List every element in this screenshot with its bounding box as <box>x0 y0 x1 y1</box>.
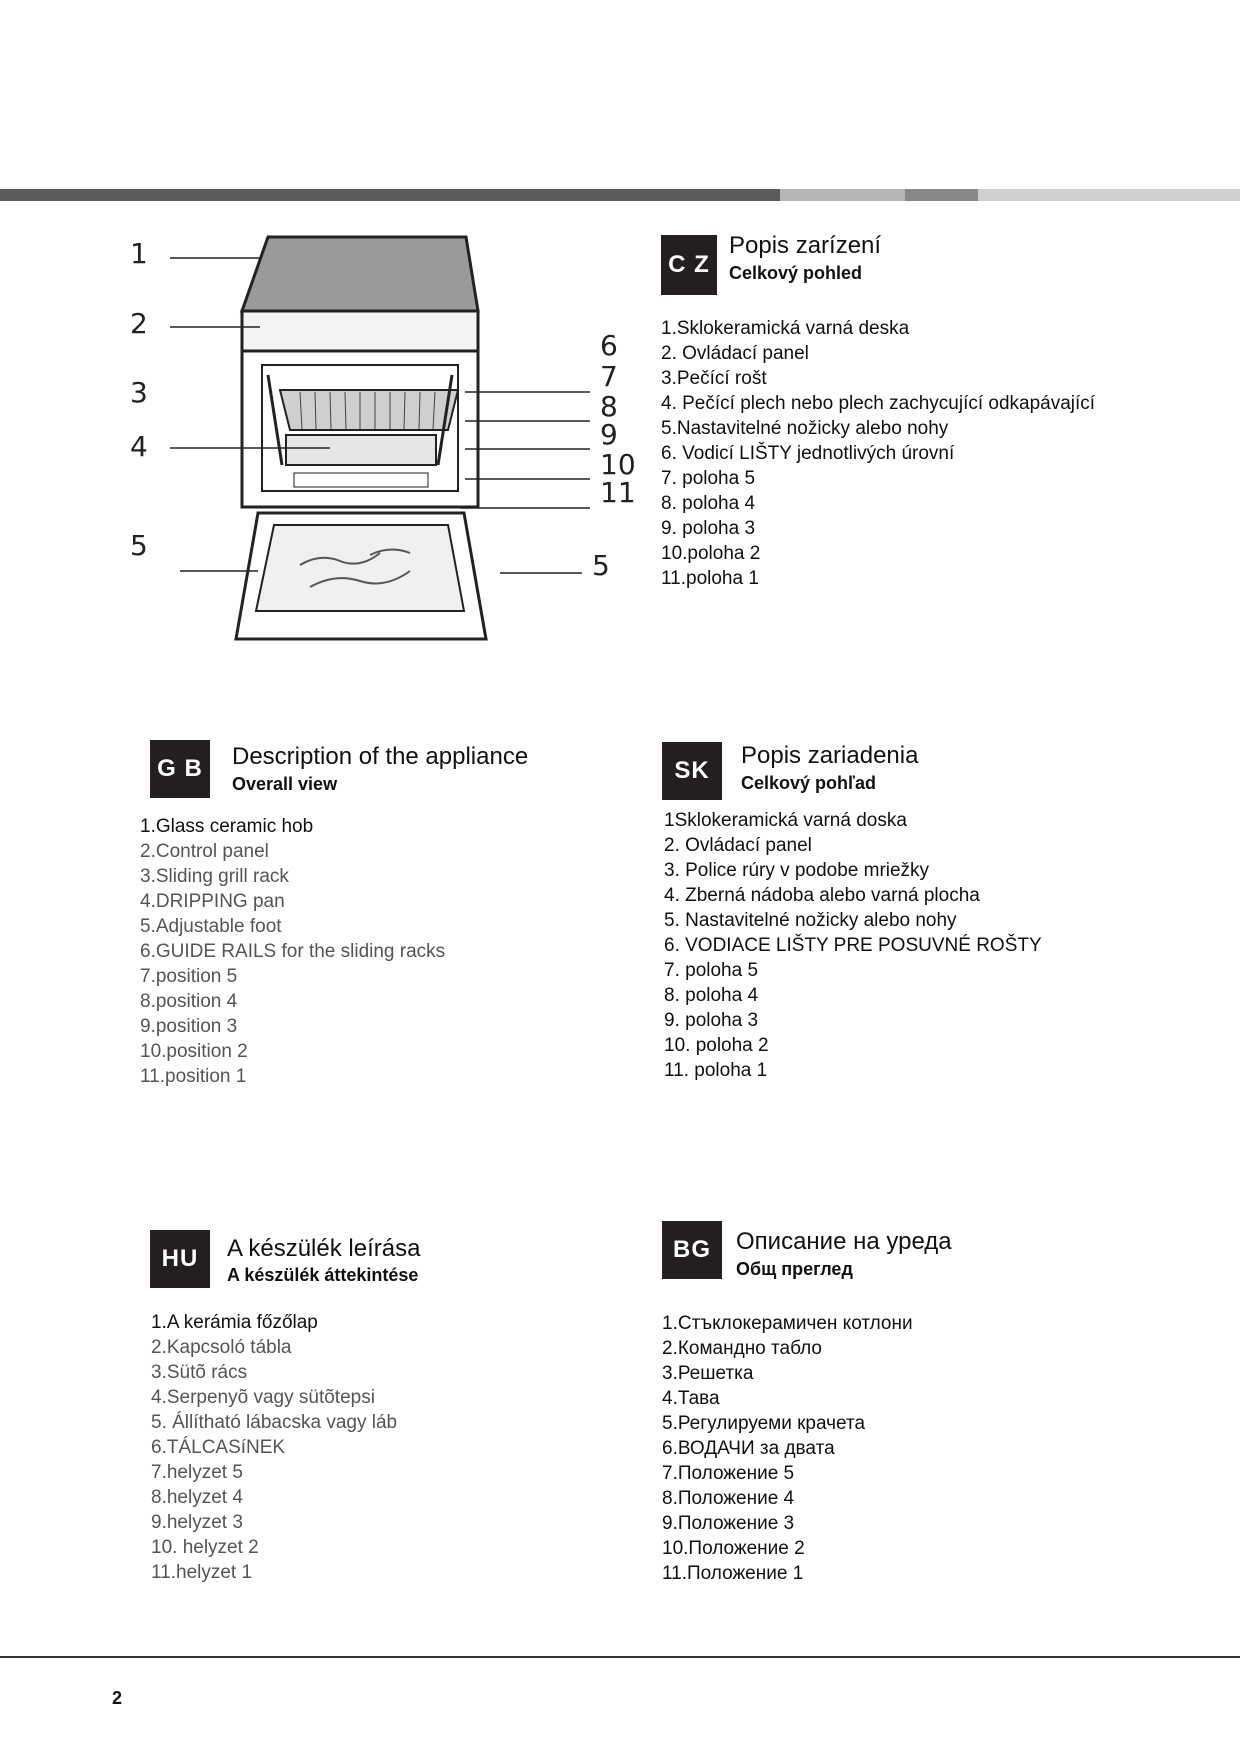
list-item: 9.Положение 3 <box>662 1513 795 1534</box>
gb-title: Description of the appliance <box>232 743 529 770</box>
list-item: 9. poloha 3 <box>661 518 756 539</box>
footer-divider <box>0 1656 1240 1658</box>
list-item: 9. poloha 3 <box>664 1010 759 1031</box>
label-11: 11 <box>600 476 636 509</box>
list-item: 10.poloha 2 <box>661 543 761 564</box>
list-item: 1.Glass ceramic hob <box>140 816 314 837</box>
sk-title: Popis zariadenia <box>741 742 919 769</box>
list-item: 10.Положение 2 <box>662 1538 805 1559</box>
list-item: 5.Nastavitelné nožicky alebo nohy <box>661 418 949 439</box>
label-8: 8 <box>600 390 618 423</box>
label-9: 9 <box>600 418 618 451</box>
list-item: 7. poloha 5 <box>661 468 756 489</box>
label-5-right: 5 <box>592 549 610 582</box>
list-item: 8.Положение 4 <box>662 1488 795 1509</box>
list-item: 4.Serpenyõ vagy sütõtepsi <box>151 1387 375 1408</box>
label-1: 1 <box>130 237 148 270</box>
list-item: 1.Стъклокерамичен котлони <box>662 1313 913 1334</box>
list-item: 1.Sklokeramická varná deska <box>661 318 910 339</box>
label-2: 2 <box>130 307 148 340</box>
sk-parts-list <box>664 808 1042 1083</box>
list-item: 3.Sütõ rács <box>151 1362 248 1383</box>
language-badge-bg: BG <box>662 1221 722 1279</box>
list-item: 9.position 3 <box>140 1016 238 1037</box>
list-item: 3. Police rúry v podobe mriežky <box>664 860 930 881</box>
list-item: 5. Nastavitelné nožicky alebo nohy <box>664 910 957 931</box>
bg-parts-list <box>662 1311 913 1586</box>
list-item: 11.position 1 <box>140 1066 247 1087</box>
sk-subtitle: Celkový pohľad <box>741 773 876 793</box>
list-item: 2.Командно табло <box>662 1338 822 1359</box>
top-color-bar <box>0 189 1240 201</box>
list-item: 2. Ovládací panel <box>664 835 812 856</box>
list-item: 7.helyzet 5 <box>151 1462 243 1483</box>
language-badge-gb: G B <box>150 740 210 798</box>
list-item: 7.Положение 5 <box>662 1463 795 1484</box>
list-item: 6.TÁLCASíNEK <box>151 1437 286 1458</box>
cz-title: Popis zarízení <box>729 232 882 259</box>
list-item: 3.Pečící rošt <box>661 368 767 389</box>
list-item: 3.Решетка <box>662 1363 754 1384</box>
gb-subtitle: Overall view <box>232 774 338 794</box>
list-item: 7. poloha 5 <box>664 960 759 981</box>
list-item: 10. helyzet 2 <box>151 1537 259 1558</box>
list-item: 3.Sliding grill rack <box>140 866 289 887</box>
bg-title: Описание на уреда <box>736 1228 952 1255</box>
list-item: 5. Állítható lábacska vagy láb <box>151 1412 398 1433</box>
list-item: 6.ВОДАЧИ за двата <box>662 1438 835 1459</box>
list-item: 4. Zberná nádoba alebo varná plocha <box>664 885 980 906</box>
language-badge-hu: HU <box>150 1230 210 1288</box>
list-item: 5.Adjustable foot <box>140 916 282 937</box>
list-item: 11.Положение 1 <box>662 1563 804 1584</box>
list-item: 10.position 2 <box>140 1041 248 1062</box>
list-item: 6. VODIACE LIŠTY PRE POSUVNÉ ROŠTY <box>664 935 1042 956</box>
label-10: 10 <box>600 448 636 481</box>
oven-diagram <box>110 225 650 645</box>
list-item: 8.helyzet 4 <box>151 1487 243 1508</box>
list-item: 6.GUIDE RAILS for the sliding racks <box>140 941 446 962</box>
list-item: 1.A kerámia főzőlap <box>151 1312 318 1333</box>
list-item: 5.Регулируеми крачета <box>662 1413 866 1434</box>
list-item: 4.DRIPPING pan <box>140 891 285 912</box>
hu-subtitle: A készülék áttekintése <box>227 1265 419 1285</box>
list-item: 4.Тава <box>662 1388 720 1409</box>
list-item: 2. Ovládací panel <box>661 343 809 364</box>
list-item: 8. poloha 4 <box>661 493 756 514</box>
list-item: 8. poloha 4 <box>664 985 759 1006</box>
list-item: 1Sklokeramická varná doska <box>664 810 907 831</box>
list-item: 11.poloha 1 <box>661 568 759 589</box>
list-item: 7.position 5 <box>140 966 238 987</box>
list-item: 2.Kapcsoló tábla <box>151 1337 292 1358</box>
cz-subtitle: Celkový pohled <box>729 263 863 283</box>
cz-parts-list <box>661 316 1095 591</box>
hu-title: A készülék leírása <box>227 1235 421 1262</box>
language-badge-sk: SK <box>662 742 722 800</box>
gb-parts-list <box>140 814 445 1089</box>
list-item: 11.helyzet 1 <box>151 1562 253 1583</box>
list-item: 10. poloha 2 <box>664 1035 769 1056</box>
list-item: 11. poloha 1 <box>664 1060 768 1081</box>
list-item: 9.helyzet 3 <box>151 1512 243 1533</box>
hu-parts-list <box>151 1310 397 1585</box>
list-item: 4. Pečící plech nebo plech zachycující odkapávající <box>661 393 1096 414</box>
label-4: 4 <box>130 430 148 463</box>
list-item: 2.Control panel <box>140 841 269 862</box>
label-7: 7 <box>600 360 618 393</box>
label-6: 6 <box>600 329 618 362</box>
language-badge-cz: C Z <box>661 235 717 295</box>
bg-subtitle: Общ преглед <box>736 1259 853 1279</box>
label-5-left: 5 <box>130 529 148 562</box>
list-item: 6. Vodicí LIŠTY jednotlivých úrovní <box>661 443 955 464</box>
list-item: 8.position 4 <box>140 991 238 1012</box>
label-3: 3 <box>130 376 148 409</box>
page-number: 2 <box>112 1688 123 1708</box>
